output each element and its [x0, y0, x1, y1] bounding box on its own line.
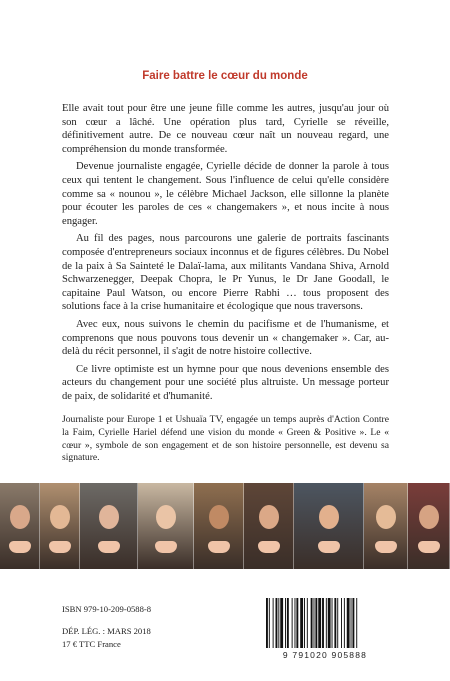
barcode-bar — [314, 598, 315, 648]
barcode-bar — [352, 598, 354, 648]
heart-hands — [98, 541, 120, 553]
heart-hands — [258, 541, 280, 553]
barcode-bar — [326, 598, 327, 648]
paragraph-2: Devenue journaliste engagée, Cyrielle décide de donner la parole à tous ceux qui tentent le changement. Sous l'influence de celui qu'elle considère comme sa « nounou », le célèbre Michael Jackson, elle sillonne la planète pour écouter les paroles de ces « changemakers », et nous incite à nous engager. — [62, 161, 389, 227]
portrait-photo — [40, 483, 80, 569]
barcode-bar — [332, 598, 333, 648]
heart-hands — [318, 541, 340, 553]
cover-title: Faire battre le cœur du monde — [142, 70, 308, 82]
portrait-face — [376, 505, 396, 529]
heart-hands — [49, 541, 71, 553]
barcode-bar — [322, 598, 324, 648]
barcode-bar — [347, 598, 350, 648]
paragraph-4: Avec eux, nous suivons le chemin du pacifisme et de l'humanisme, et comprenons que nous pouvons tous devenir un « changemaker ». Car, au-delà du récit personnel, il s'agit de notre histoire collective. — [62, 318, 389, 358]
portrait-face — [50, 505, 70, 529]
barcode-bar — [315, 598, 317, 648]
barcode-bar — [318, 598, 321, 648]
heart-hands — [375, 541, 397, 553]
portrait-photo — [244, 483, 294, 569]
price-text: 17 € TTC France — [62, 639, 121, 649]
barcode-bar — [307, 598, 308, 648]
barcode-bar — [304, 598, 305, 648]
portrait-face — [419, 505, 439, 529]
barcode-bar — [273, 598, 274, 648]
portrait-photo — [294, 483, 364, 569]
portrait-photo — [138, 483, 194, 569]
portrait-photo — [80, 483, 138, 569]
heart-hands — [418, 541, 440, 553]
barcode-bar — [266, 598, 268, 648]
barcode-bar — [344, 598, 345, 648]
barcode-bar — [356, 598, 357, 648]
portrait-face — [99, 505, 119, 529]
barcode-bar — [296, 598, 298, 648]
barcode-bar — [351, 598, 352, 648]
barcode-bar — [292, 598, 293, 648]
portrait-photo — [408, 483, 450, 569]
barcode-bar — [295, 598, 296, 648]
heart-hands — [155, 541, 177, 553]
portrait-photo — [194, 483, 244, 569]
barcode-bar — [300, 598, 303, 648]
portrait-face — [209, 505, 229, 529]
portrait-photo — [364, 483, 408, 569]
heart-hands — [208, 541, 230, 553]
barcode-bar — [285, 598, 286, 648]
paragraph-5: Ce livre optimiste est un hymne pour que nous devenions ensemble des acteurs du changement pour une société plus altruiste. Un message porteur de paix, de solidarité et d'humanité. — [62, 363, 389, 402]
barcode-number: 9 791020 905888 — [282, 650, 368, 660]
legal-deposit: DÉP. LÉG. : MARS 2018 — [62, 626, 151, 636]
barcode-bar — [334, 598, 336, 648]
publication-info — [62, 603, 151, 651]
barcode-bar — [311, 598, 313, 648]
barcode-image — [262, 598, 388, 650]
portrait-photo — [0, 483, 40, 569]
barcode-bar — [276, 598, 278, 648]
barcode-bar — [337, 598, 338, 648]
paragraph-3: Au fil des pages, nous parcourons une galerie de portraits fascinants composée d'entrepreneurs sociaux inconnus et de figures célèbres. Du Nobel de la paix à Sa Sainteté le Dalaï-lama, aux militants Vandana Shiva, Arnold Schwarzenegger, Deepak Chopra, le Pr Yunus, le Dr Jane Goodall, le capitaine Paul Watson, ou encore Pierre Rabhi … tous proposent des solutions face à la crise humanitaire et écologique que nous traversons. — [62, 233, 389, 313]
barcode-bar — [280, 598, 283, 648]
paragraph-1: Elle avait tout pour être une jeune fille comme les autres, jusqu'au jour où son cœur a lâché. Une opération plus tard, Cyrielle se réveille, définitivement autre. De ce nouveau cœur naît un nouveau regard, une compréhension du monde transformée. — [62, 103, 389, 155]
portrait-face — [10, 505, 30, 529]
synopsis — [62, 102, 389, 407]
barcode-bar — [287, 598, 289, 648]
portrait-face — [259, 505, 279, 529]
barcode-bar — [328, 598, 331, 648]
barcode-bar — [269, 598, 270, 648]
author-bio: Journaliste pour Europe 1 et Ushuaïa TV, engagée un temps auprès d'Action Contre la Faim, Cyrielle Hariel défend une vision du monde « Green & Positive ». Le « cœur », symbole de son engagement et de son histoire personnelle, est devenu sa signature. — [62, 414, 389, 464]
isbn-text: ISBN 979-10-209-0588-8 — [62, 604, 152, 614]
portrait-face — [156, 505, 176, 529]
barcode-bar — [278, 598, 279, 648]
photo-strip — [0, 483, 450, 569]
barcode-bar — [341, 598, 342, 648]
portrait-face — [319, 505, 339, 529]
heart-hands — [9, 541, 31, 553]
